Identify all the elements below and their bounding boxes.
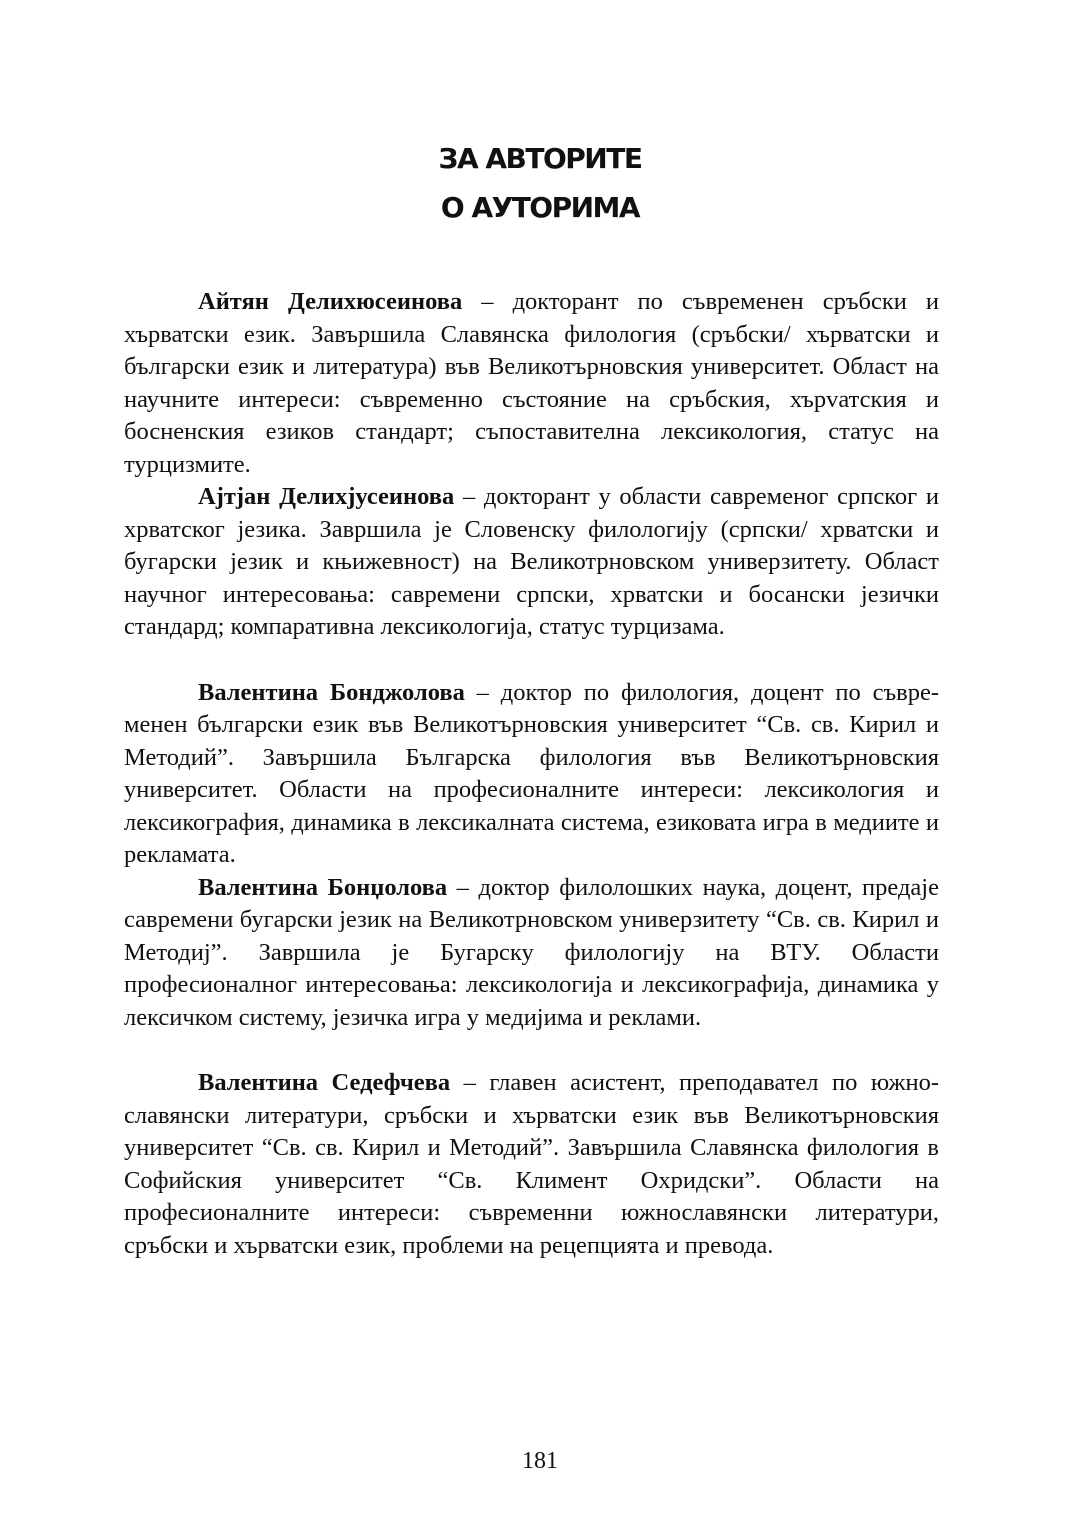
author-name: Валентина Седефчева xyxy=(198,1069,451,1096)
heading-serbian: О АУТОРИМА xyxy=(440,191,640,224)
author-bio: – докторант у области савременог српског и хрватског језика. Завршила је Словенску филологију (српски/ хрватски и бугарски језик и књижевност) на Великотрновском универзитету. Област научног интересовања: савремени српски, хрватски и босански језички стандард; компаративна лексикологија, статус турцизама. xyxy=(124,483,940,640)
author-entry-sr xyxy=(124,872,939,1035)
authors-text xyxy=(124,286,939,1262)
author-bio: – доктор по филология, доцент по съвременен български език във Великотърновския университет “Св. св. Кирил и Методий”. Завършила Българска филология във Великотърновския университет. Области на професионалните интереси: лексикология и лексикография, динамика в лексикалната система, езиковата игра в медиите и рекламата. xyxy=(124,678,940,868)
author-name: Валентина Бонджолова xyxy=(198,678,465,706)
author-name: Валентина Бонџолова xyxy=(198,873,448,901)
author-name: Ајтјан Делихјусеинова xyxy=(198,483,455,510)
author-entry-sr xyxy=(124,481,939,644)
page-number: 181 xyxy=(522,1448,558,1474)
author-entry-bg xyxy=(124,286,939,481)
author-entry-bg xyxy=(124,1067,939,1262)
entry-spacer xyxy=(124,644,939,677)
author-entry-bg xyxy=(124,677,939,872)
author-name: Айтян Делихюсеинова xyxy=(198,288,463,315)
author-bio: – докторант по съвременен сръбски и хърватски език. Завършила Славянска филология (сръбски/ хърватски и български език и литература) във Великотърновския университет. Област на научните интереси: съвременно състояние на сръбския, хърvатския и босненския езиков стандарт; съпоставителна лексикология, статус на турцизмите. xyxy=(124,288,940,478)
heading-bulgarian: ЗА АВТОРИТЕ xyxy=(438,142,642,175)
author-bio: – главен асистент, преподавател по южнославянски литератури, сръбски и хърватски език във Великотърновския университет “Св. св. Кирил и Методий”. Завършила Славянска филология в Софийския университет “Св. Климент Охридски”. Области на професионалните интереси: съвременни южнославянски литератури, сръбски и хърватски език, проблеми на рецепцията и превода. xyxy=(124,1069,939,1259)
page-heading xyxy=(0,134,1080,232)
entry-spacer xyxy=(124,1034,939,1067)
author-bio: – доктор филолошких наука, доцент, предаје савремени бугарски језик на Великотрновском универзитету “Св. св. Кирил и Методиј”. Завршила је Бугарску филологију на ВТУ. Области професионалног интересовања: лексикологија и лексикографија, динамика у лексичком систему, језичка игра у медијима и реклами. xyxy=(124,873,939,1031)
